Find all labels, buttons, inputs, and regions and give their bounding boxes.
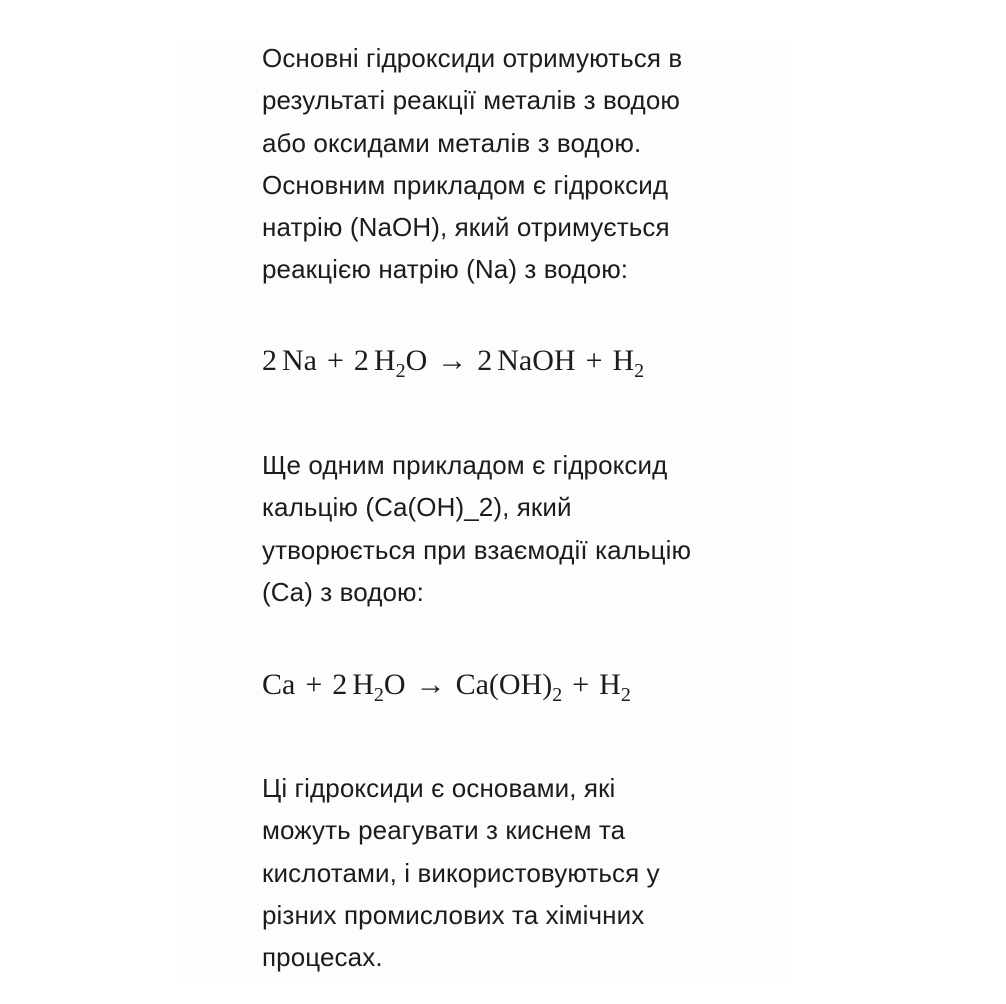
plus-sign: + (326, 344, 344, 377)
paragraph-intro (262, 37, 742, 291)
paragraph-line: Основні гідроксиди отримуються в (262, 43, 683, 73)
paragraph-line: Ці гідроксиди є основами, які (262, 773, 616, 803)
paragraph-calcium (262, 444, 742, 613)
plus-sign: + (572, 668, 590, 701)
coefficient: 2 (262, 344, 277, 377)
formula-calcium-hydroxide: $Ca(OH)_2$ (455, 668, 563, 706)
formula-hydrogen: $H_2$ (612, 344, 645, 382)
paragraph-line: утворюється при взаємодії кальцію (262, 534, 692, 565)
paragraph-line: процесах. (262, 942, 383, 973)
paragraph-line: натрію (NaOH), який отримується (262, 212, 670, 243)
paragraph-line: кислотами, і використовуються у (262, 857, 660, 888)
plus-sign: + (585, 344, 603, 377)
paragraph-line: різних промислових та хімічних (262, 899, 645, 930)
paragraph-line: або оксидами металів з водою. (262, 127, 642, 158)
formula-hydrogen: $H_2$ (599, 668, 631, 706)
coefficient: 2 (332, 668, 348, 701)
plus-sign: + (305, 668, 323, 701)
coefficient: 2 (353, 344, 369, 377)
formula-naoh: NaOH (497, 344, 576, 377)
reaction-arrow: → (415, 668, 446, 701)
paragraph-line: кальцію (Ca(OH)_2), який (262, 492, 572, 523)
equation-calcium-water (262, 665, 631, 705)
paragraph-line: (Ca) з водою: (262, 576, 424, 607)
paragraph-line: реакцією натрію (Na) з водою: (262, 254, 629, 285)
coefficient: 2 (477, 344, 493, 377)
formula-na: Na (282, 344, 317, 377)
paragraph-line: можуть реагувати з киснем та (262, 815, 626, 846)
formula-water: $H_2O$ (352, 668, 406, 706)
equation-sodium-water (262, 341, 644, 381)
paragraph-line: результаті реакції металів з водою (262, 85, 680, 116)
formula-ca: Ca (262, 668, 296, 701)
formula-water: $H_2O$ (373, 344, 428, 382)
reaction-arrow: → (437, 344, 468, 377)
paragraph-line: Основним прикладом є гідроксид (262, 169, 669, 200)
paragraph-conclusion (262, 767, 742, 978)
paragraph-line: Ще одним прикладом є гідроксид (262, 450, 668, 480)
